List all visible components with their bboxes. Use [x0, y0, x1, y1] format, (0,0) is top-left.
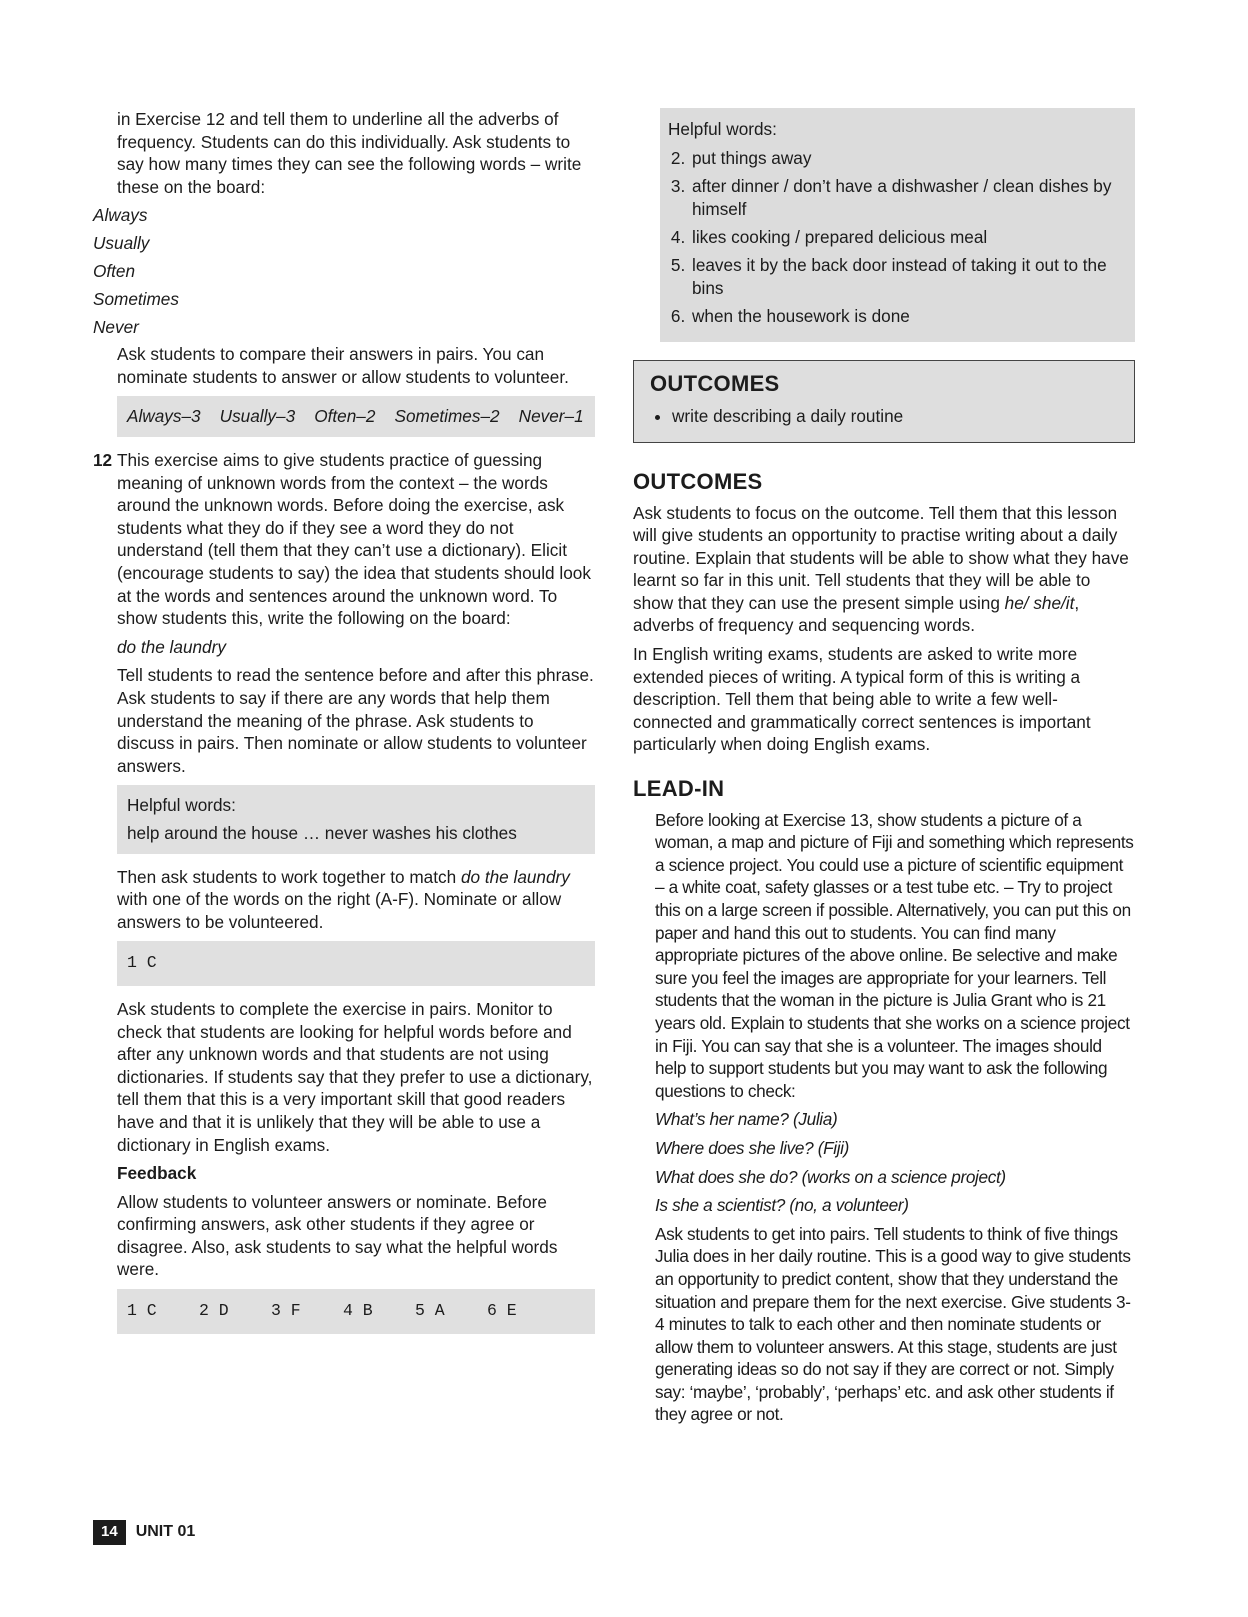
list-item: • write describing a daily routine [672, 405, 1118, 428]
compare-paragraph: Ask students to compare their answers in pairs. You can nominate students to answer or allow students to volunteer. [117, 344, 569, 387]
helpful-words-list-box [660, 108, 1135, 342]
right-column [633, 108, 1135, 1432]
list-item: 6. when the housework is done [690, 305, 1127, 328]
tell-students-paragraph: Tell students to read the sentence before and after this phrase. Ask students to say if there are any words that help them understand the meaning of the phrase. Ask students to discuss in pairs. Then nominate or allow students to volunteer answers. [117, 665, 594, 776]
frequency-word: Never [93, 316, 139, 337]
question-line: What’s her name? (Julia) [655, 1109, 838, 1130]
helpful-words-list [668, 147, 1127, 328]
helpful-words-title: Helpful words: [127, 795, 236, 816]
question-line: What does she do? (works on a science project) [655, 1166, 1006, 1187]
answer-item: 5 A [415, 1301, 445, 1321]
helpful-words-text: help around the house … never washes his clothes [127, 822, 517, 843]
match-paragraph [117, 866, 595, 934]
match-text: Then ask students to work together to match [117, 866, 461, 887]
outcomes-text: Ask students to focus on the outcome. Tell them that this lesson will give students an opportunity to practise writing about a daily routine. Explain that students will be able to show what they have learnt so far in this unit. Tell students that they will be able to show that they can use the present simple using [633, 502, 1129, 613]
page-footer [93, 1520, 195, 1545]
answer-item: 3 F [271, 1301, 301, 1321]
left-column [93, 108, 595, 1346]
answer-item: 6 E [487, 1301, 517, 1321]
match-text-end: with one of the words on the right (A-F). Nominate or allow answers to be volunteered. [117, 889, 562, 932]
outcomes-section [633, 468, 1135, 756]
intro-paragraph: in Exercise 12 and tell them to underline all the adverbs of frequency. Students can do this individually. Ask students to say how many times they can see the following words – write these on the board: [117, 109, 582, 197]
outcomes-paragraph [633, 502, 1135, 638]
exercise-12-text: This exercise aims to give students practice of guessing meaning of unknown words from the context – the words around the unknown words. Before doing the exercise, ask students what they do if they see a word they do not understand (tell them that they can’t use a dictionary). Elicit (encourage students to say) the idea that students should look at the words and sentences around the unknown word. To show students this, write the following on the board: [117, 450, 591, 629]
lead-in-paragraph-2: Ask students to get into pairs. Tell students to think of five things Julia does in her daily routine. This is a good way to give students an opportunity to predict content, show that they understand the situation and prepare them for the next exercise. Give students 3-4 minutes to talk to each other and then nominate students or allow them to volunteer answers. At this stage, students are just generating ideas so do not say if they are correct or not. Simply say: ‘maybe’, ‘probably’, ‘perhaps’ etc. and ask other students if they agree or not. [655, 1223, 1131, 1425]
answer-key-box [117, 1289, 595, 1334]
list-item: 2. put things away [690, 147, 1127, 170]
answer-box-frequency: Always–3 Usually–3 Often–2 Sometimes–2 Never–1 [117, 396, 595, 437]
outcomes-italic: he/ she/it [1004, 592, 1075, 613]
feedback-heading: Feedback [117, 1163, 197, 1184]
frequency-word: Always [93, 205, 148, 226]
outcomes-box [633, 360, 1135, 443]
pairs-paragraph: Ask students to complete the exercise in pairs. Monitor to check that students are looking for helpful words before and after any unknown words and that students are not using dictionaries. If students say that they prefer to use a dictionary, tell them that this is a very important skill that good readers have and that it is unlikely that they will be able to use a dictionary in English exams. [117, 998, 593, 1155]
answer-item: 4 B [343, 1301, 373, 1321]
question-line: Is she a scientist? (no, a volunteer) [655, 1195, 909, 1216]
outcomes-list [650, 405, 1118, 428]
frequency-word: Often [93, 260, 136, 281]
outcomes-heading: OUTCOMES [633, 468, 763, 494]
lead-in-paragraph: Before looking at Exercise 13, show students a picture of a woman, a map and picture of Fiji and something which represents a science project. You could use a picture of scientific equipment – a white coat, safety glasses or a test tube etc. – Try to project this on a large screen if possible. Alternatively, you can put this on paper and hand this out to students. You can find many appropriate pictures of the above online. Be selective and make sure you feel the images are appropriate for your learners. Tell students that the woman in the picture is Julia Grant who is 21 years old. Explain to students that she works on a science project in Fiji. You can say that she is a volunteer. The images should help to support students but you may want to ask the following questions to check: [655, 809, 1134, 1101]
outcomes-text-end: , adverbs of frequency and sequencing words. [633, 592, 1080, 636]
answer-item: 2 D [199, 1301, 229, 1321]
frequency-list [93, 204, 595, 338]
answer-box-example: 1 C [117, 941, 595, 986]
lead-in-section [633, 778, 1135, 1426]
match-phrase: do the laundry [460, 866, 570, 887]
unit-label: UNIT 01 [135, 1523, 196, 1540]
frequency-word: Sometimes [93, 288, 179, 309]
helpful-words-box [117, 785, 595, 853]
frequency-word: Usually [93, 233, 150, 254]
list-item: 3. after dinner / don’t have a dishwasher / clean dishes by himself [690, 175, 1127, 220]
outcomes-paragraph-2: In English writing exams, students are asked to write more extended pieces of writing. A typical form of this is writing a description. Tell them that being able to write a few well-connected and grammatically correct sentences is important particularly when doing English exams. [633, 644, 1091, 755]
list-item: 4. likes cooking / prepared delicious meal [690, 226, 1127, 249]
lead-in-heading: LEAD-IN [633, 776, 725, 802]
answer-item: 1 C [127, 1301, 157, 1321]
list-item: 5. leaves it by the back door instead of taking it out to the bins [690, 254, 1127, 299]
exercise-number: 12 [93, 450, 113, 471]
outcomes-box-title: OUTCOMES [650, 370, 780, 396]
exercise-12 [93, 449, 595, 630]
helpful-words-title: Helpful words: [668, 119, 777, 139]
example-phrase: do the laundry [117, 636, 226, 657]
feedback-paragraph: Allow students to volunteer answers or nominate. Before confirming answers, ask other students if they agree or disagree. Also, ask students to say what the helpful words were. [117, 1191, 558, 1280]
page-number: 14 [93, 1520, 126, 1545]
question-line: Where does she live? (Fiji) [655, 1137, 850, 1158]
